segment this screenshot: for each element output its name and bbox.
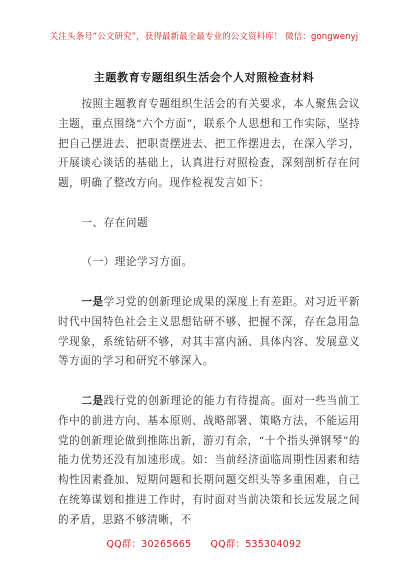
header-notice: 关注头条号“公文研究”，获得最新最全最专业的公文资料库！ 微信：gongwenyj <box>49 32 359 42</box>
document-body <box>58 95 360 531</box>
document-title: 主题教育专题组织生活会个人对照检查材料 <box>93 71 315 84</box>
paragraph-spacer <box>58 372 360 392</box>
point-text: 践行党的创新理论的能力有待提高。面对一些当前工作中的前进方向、基本原则、战略部署、策略方法，不能运用党的创新理论做到推陈出新，游刃有余，“十个指头弹钢琴”的能力优势还没有加速形成。如：当前经济面临周期性因素和结构性因素叠加、短期问题和长期问题交织头等多重困难，自己在统筹谋划和推进工作时，有时面对当前决策和长远发展之间的矛盾，思路不够清晰，不 <box>58 394 360 526</box>
section-heading: 一、存在问题 <box>81 216 149 229</box>
point-lead: 二是 <box>81 394 104 407</box>
footer-qq-group-1: QQ群：30265665 <box>106 539 192 550</box>
paragraph-spacer <box>58 234 360 254</box>
subsection-heading: （一）理论学习方面。 <box>81 256 193 269</box>
point-paragraph-2 <box>58 392 360 531</box>
point-lead: 一是 <box>81 295 104 308</box>
point-text: 学习党的创新理论成果的深度上有差距。对习近平新时代中国特色社会主义思想钻研不够、把握不深，存在急用急学现象，系统钻研不够，对其丰富内涵、具体内容、发展意义等方面的学习和研究不够深入。 <box>58 295 360 368</box>
paragraph-spacer <box>58 273 360 293</box>
footer-qq-group-2: QQ群：535304092 <box>210 539 302 550</box>
paragraph-spacer <box>58 194 360 214</box>
footer-contact <box>0 536 408 550</box>
point-paragraph-1 <box>58 293 360 372</box>
intro-paragraph: 按照主题教育专题组织生活会的有关要求，本人聚焦会议主题，重点围绕“六个方面”，联系个人思想和工作实际，坚持把自己摆进去、把职责摆进去、把工作摆进去，在深入学习，开展谈心谈话的基础上，认真进行对照检查，深刻剖析存在问题，明确了整改方向。现作检视发言如下： <box>58 98 360 190</box>
